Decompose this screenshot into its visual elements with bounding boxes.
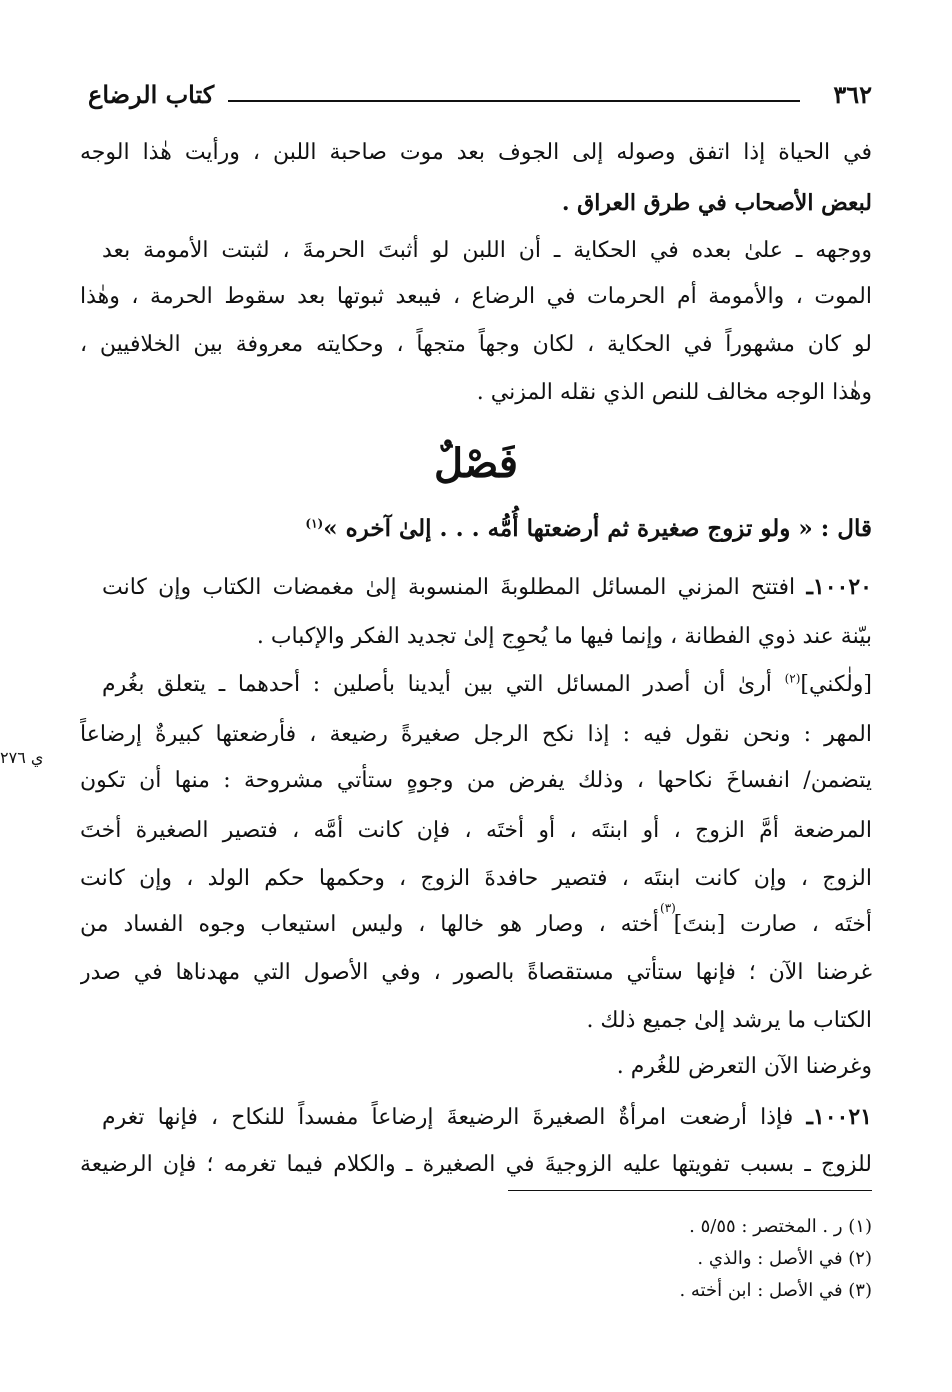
text-line: وغرضنا الآن التعرض للغُرم . bbox=[616, 1054, 872, 1079]
section-heading-text: فَصْلٌ bbox=[433, 440, 519, 487]
header-rule bbox=[228, 100, 800, 102]
quotation-text: قال : « ولو تزوج صغيرة ثم أرضعتها أُمُّه . . . إلىٰ آخره » bbox=[323, 515, 872, 542]
page-number: ٣٦٢ bbox=[833, 80, 872, 109]
paragraph-text: أرىٰ أن أصدر المسائل التي بين أيدينا بأصلين : أحدهما ـ يتعلق بغُرم bbox=[102, 672, 772, 697]
margin-note: ي ٢٧٦ bbox=[0, 748, 44, 767]
footnote: (٢) في الأصل : والذي . bbox=[697, 1248, 872, 1269]
text-line: الموت ، والأمومة أم الحرمات في الرضاع ، فيبعد ثبوتها بعد سقوط الحرمة ، وهٰذا bbox=[80, 284, 872, 309]
text-line: في الحياة إذا اتفق وصوله إلى الجوف بعد موت صاحبة اللبن ، ورأيت هٰذا الوجه bbox=[80, 140, 872, 165]
footnote: (٣) في الأصل : ابن أخته . bbox=[679, 1280, 872, 1301]
text-line: الكتاب ما يرشد إلىٰ جميع ذلك . bbox=[586, 1008, 872, 1033]
quotation-line bbox=[80, 504, 872, 554]
text-line: لو كان مشهوراً في الحكاية ، لكان وجهاً متجهاً ، وحكايته معروفة بين الخلافيين ، bbox=[80, 332, 872, 357]
paragraph-text: فإذا أرضعت امرأةٌ الصغيرةَ الرضيعةَ إرضاعاً مفسداً للنكاح ، فإنها تغرم bbox=[102, 1105, 794, 1130]
paragraph-number: ١٠٠٢١ـ bbox=[806, 1104, 872, 1130]
text-line: يتضمن/ انفساخَ نكاحها ، وذلك يفرض من وجوهٍ ستأتي مشروحة : منها أن تكون bbox=[80, 768, 872, 793]
footnote-rule bbox=[508, 1190, 872, 1191]
paragraph-number: ١٠٠٢٠ـ bbox=[806, 574, 872, 600]
paragraph-first-line bbox=[102, 562, 872, 612]
text-line: وهٰذا الوجه مخالف للنص الذي نقله المزني . bbox=[476, 380, 872, 405]
footnote: (١) ر . المختصر : ٥/٥٥ . bbox=[689, 1216, 872, 1237]
book-title: كتاب الرضاع bbox=[88, 80, 215, 109]
text-line: لبعض الأصحاب في طرق العراق . bbox=[561, 190, 872, 216]
running-header bbox=[88, 78, 872, 118]
text-line: ووجهه ـ علىٰ بعده في الحكاية ـ أن اللبن لو أثبتَ الحرمةَ ، لثبتت الأمومة بعد bbox=[102, 238, 872, 263]
section-heading bbox=[0, 440, 952, 487]
text-line-content: أختَه ، صارت [بنتَ] أخته ، وصار هو خالها ، وليس استيعاب وجوه الفساد من bbox=[80, 912, 872, 937]
book-page: ٣٦٢ كتاب الرضاع في الحياة إذا اتفق وصوله إلى الجوف بعد موت صاحبة اللبن ، ورأيت هٰذا الوجه لبعض الأصحاب في طرق العراق . ووجهه ـ علىٰ بعده في الحكاية ـ أن اللبن لو أثبتَ الحرمةَ ، لثبتت الأمومة بعد الموت ، والأمومة أم الحرمات في الرضاع ، فيبعد ثبوتها بعد سقوط الحرمة ، وهٰذا لو كان مشهوراً في الحكاية ، لكان وجهاً متجهاً ، وحكايته معروفة بين الخلافيين ، وهٰذا الوجه مخالف للنص الذي نقله المزني . فَصْلٌ قال : « ولو تزوج صغيرة ثم أرضعتها أُمُّه . . . إلىٰ آخره »$^{(١)}$ ١٠٠٢٠ـ افتتح المزني المسائل المطلوبةَ المنسوبة إلىٰ مغمضات الكتاب وإن كانت بيّنة عند ذوي الفطانة ، وإنما فيها ما يُحوِج إلىٰ تجديد الفكر والإكباب . [ولٰكني]$^{(٢)}$ أرىٰ أن أصدر المسائل التي بين أيدينا بأصلين : أحدهما ـ يتعلق بغُرم المهر : ونحن نقول فيه : إذا نكح الرجل صغيرةً رضيعة ، فأرضعتها كبيرةٌ إرضاعاً يتضمن/ انفساخَ نكاحها ، وذلك يفرض من وجوهٍ ستأتي مشروحة : منها أن تكون ي ٢٧٦ المرضعة أمَّ الزوج ، أو ابنتَه ، أو أختَه ، فإن كانت أمَّه ، فتصير الصغيرة أختَ الزوج ، وإن كانت ابنتَه ، فتصير حافدةَ الزوج ، وحكمها حكم الولد ، وإن كانت أختَه ، صارت [بنتَ] أخته ، وصار هو خالها ، وليس استيعاب وجوه الفساد من غرضنا الآن ؛ فإنها ستأتي مستقصاةً بالصور ، وفي الأصول التي مهدناها في صدر الكتاب ما يرشد إلىٰ جميع ذلك . (٣) وغرضنا الآن التعرض للغُرم . ١٠٠٢١ـ فإذا أرضعت امرأةٌ الصغيرةَ الرضيعةَ إرضاعاً مفسداً للنكاح ، فإنها تغرم للزوج ـ بسبب تفويتها عليه الزوجيةَ في الصغيرة ـ والكلام فيما تغرمه ؛ فإن الرضيعة (١) ر . المختصر : ٥/٥٥ . (٢) في الأصل : والذي . (٣) في الأصل : ابن أخته . bbox=[0, 0, 952, 1392]
text-line: للزوج ـ بسبب تفويتها عليه الزوجيةَ في الصغيرة ـ والكلام فيما تغرمه ؛ فإن الرضيعة bbox=[80, 1152, 872, 1177]
footnote-ref: (١) bbox=[305, 516, 324, 531]
paragraph-text: افتتح المزني المسائل المطلوبةَ المنسوبة إلىٰ مغمضات الكتاب وإن كانت bbox=[102, 575, 796, 600]
paragraph-first-line bbox=[102, 1092, 872, 1142]
bracket-insert: [ولٰكني] bbox=[800, 672, 872, 697]
text-line: المرضعة أمَّ الزوج ، أو ابنتَه ، أو أختَه ، فإن كانت أمَّه ، فتصير الصغيرة أختَ bbox=[80, 818, 872, 843]
text-line: المهر : ونحن نقول فيه : إذا نكح الرجل صغيرةً رضيعة ، فأرضعتها كبيرةٌ إرضاعاً bbox=[80, 722, 872, 747]
text-line: الزوج ، وإن كانت ابنتَه ، فتصير حافدةَ الزوج ، وحكمها حكم الولد ، وإن كانت bbox=[80, 866, 872, 891]
paragraph-first-line bbox=[102, 660, 872, 710]
text-line: غرضنا الآن ؛ فإنها ستأتي مستقصاةً بالصور ، وفي الأصول التي مهدناها في صدر bbox=[80, 960, 872, 985]
footnote-ref: (٢) bbox=[784, 671, 801, 686]
text-line: بيّنة عند ذوي الفطانة ، وإنما فيها ما يُحوِج إلىٰ تجديد الفكر والإكباب . bbox=[256, 624, 872, 649]
text-line bbox=[80, 900, 872, 950]
